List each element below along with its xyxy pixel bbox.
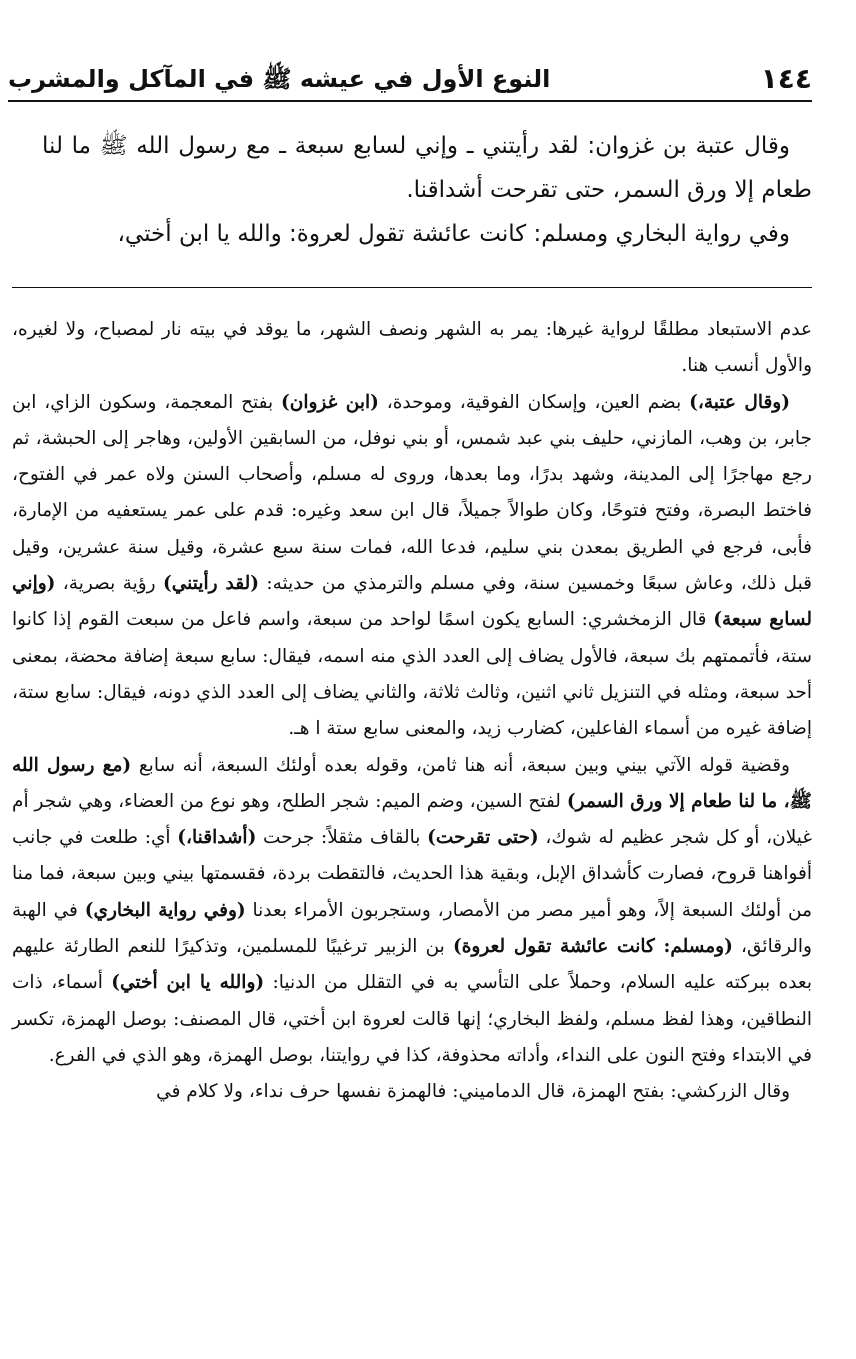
quoted-phrase: (ومسلم: كانت عائشة تقول لعروة) [452,936,733,958]
commentary-span: أي: طلعت في جانب أفواهنا قروح، فصارت كأشداق الإبل، وبقية هذا الحديث، فالتقطت بردة، فقسمتها بيني وبين سبعة، فما منا من أولئك السبعة إلاً، وهو أمير مصر من الأمصار، وستجربون الأمراء بعدنا [12,827,812,921]
page-header [8,62,812,102]
commentary-text [12,312,812,1111]
quoted-phrase: (مع رسول الله ﷺ، ما لنا طعام إلا ورق السمر) [12,754,812,812]
commentary-span: بضم العين، وإسكان الفوقية، وموحدة، [378,391,690,413]
commentary-span: لفتح السين، وضم الميم: شجر الطلح، وهو نوع من العضاء، وهي شجر أم غيلان، أو كل شجر عظيم له شوك، [12,790,812,849]
quoted-phrase: (حتى تقرحت) [427,827,539,849]
running-title: النوع الأول في عيشه ﷺ في المآكل والمشرب [8,65,551,93]
main-text-paragraph: وقال عتبة بن غزوان: لقد رأيتني ـ وإني لسابع سبعة ـ مع رسول الله ﷺ ما لنا طعام إلا ورق السمر، حتى تقرحت أشداقنا. [42,133,812,203]
page-number: ١٤٤ [760,62,812,95]
quoted-phrase: (وقال عتبة،) [689,391,790,413]
commentary-span: بن الزبير ترغيبًا للمسلمين، وتذكيرًا للنعم الطارئة عليهم بعده ببركته عليه السلام، وحملاً على التأسي به في التقلل من الدنيا: [12,936,812,994]
commentary-paragraph: عدم الاستبعاد مطلقًا لرواية غيرها: يمر به الشهر ونصف الشهر، ما يوقد في بيته نار لمصباح، ولا لغيره، والأول أنسب هنا. [12,319,812,377]
commentary-span: رؤية بصرية، [55,573,163,595]
commentary-paragraph [12,748,812,1075]
quoted-phrase: (وفي رواية البخاري) [84,899,246,921]
main-text-paragraph: وفي رواية البخاري ومسلم: كانت عائشة تقول لعروة: والله يا ابن أختي، [117,221,790,247]
separator-rule [12,287,812,288]
commentary-span: بفتح المعجمة، وسكون الزاي، ابن جابر، بن وهب، المازني، حليف بني عبد شمس، أو بني نوفل، من السابقين الأولين، وهاجر إلى الحبشة، ثم رجع مهاجرًا إلى المدينة، وشهد بدرًا، وما بعدها، وروى له مسلم، وأصحاب السنن ولاه عمر في الفتوح، فاختط البصرة، وفتح فتوحًا، وكان طوالاً جميلاً، قال ابن سعد وغيره: قدم على عمر يستعفيه من الإمارة، فأبى، فرجع في الطريق بمعدن بني سليم، فدعا الله، فمات سنة سبع عشرة، وقيل سنة عشرين، وقيل قبل ذلك، وعاش سبعًا وخمسين سنة، وفي مسلم والترمذي من حديثه: [12,391,812,595]
quoted-phrase: (أشداقنا،) [177,827,257,849]
quoted-phrase: (ابن غزوان) [281,391,379,413]
commentary-span: أسماء، ذات النطاقين، وهذا لفظ مسلم، ولفظ البخاري؛ إنها قالت لعروة ابن أختي، قال المصنف: بوصل الهمزة، تكسر في الابتداء وفتح النون على النداء، وأداته محذوفة، كذا في روايتنا، بوصل الهمزة، وهو الذي في الفرع. [12,972,812,1066]
quoted-phrase: (والله يا ابن أختي) [111,972,265,994]
quoted-phrase: (لقد رأيتني) [163,573,259,595]
commentary-span: قال الزمخشري: السابع يكون اسمًا لواحد من سبعة، واسم فاعل من سبعت القوم إذا كانوا ستة، فأتممتهم بك سبعة، فالأول يضاف إلى العدد الذي منه اسمه، فيقال: سابع سبعة إضافة محضة، بمعنى أحد سبعة، ومثله في التنزيل ثاني اثنين، وثالث ثلاثة، والثاني يضاف إلى العدد الذي دونه، فيقال: سابع ستة، إضافة غيره من أسماء الفاعلين، كضارب زيد، والمعنى سابع ستة ا هـ. [12,609,812,740]
commentary-span: في الهبة والرقائق، [12,899,812,958]
quoted-phrase: (وإني لسابع سبعة) [12,573,812,631]
commentary-span: بالقاف مثقلاً: جرحت [256,827,428,849]
commentary-span: وقضية قوله الآتي بيني وبين سبعة، أنه هنا ثامن، وقوله بعده أولئك السبعة، أنه سابع [131,754,790,776]
commentary-paragraph: وقال الزركشي: بفتح الهمزة، قال الدماميني: فالهمزة نفسها حرف نداء، ولا كلام في [156,1081,790,1103]
main-text [42,124,812,256]
header-rule [8,100,812,102]
commentary-paragraph [12,385,812,748]
